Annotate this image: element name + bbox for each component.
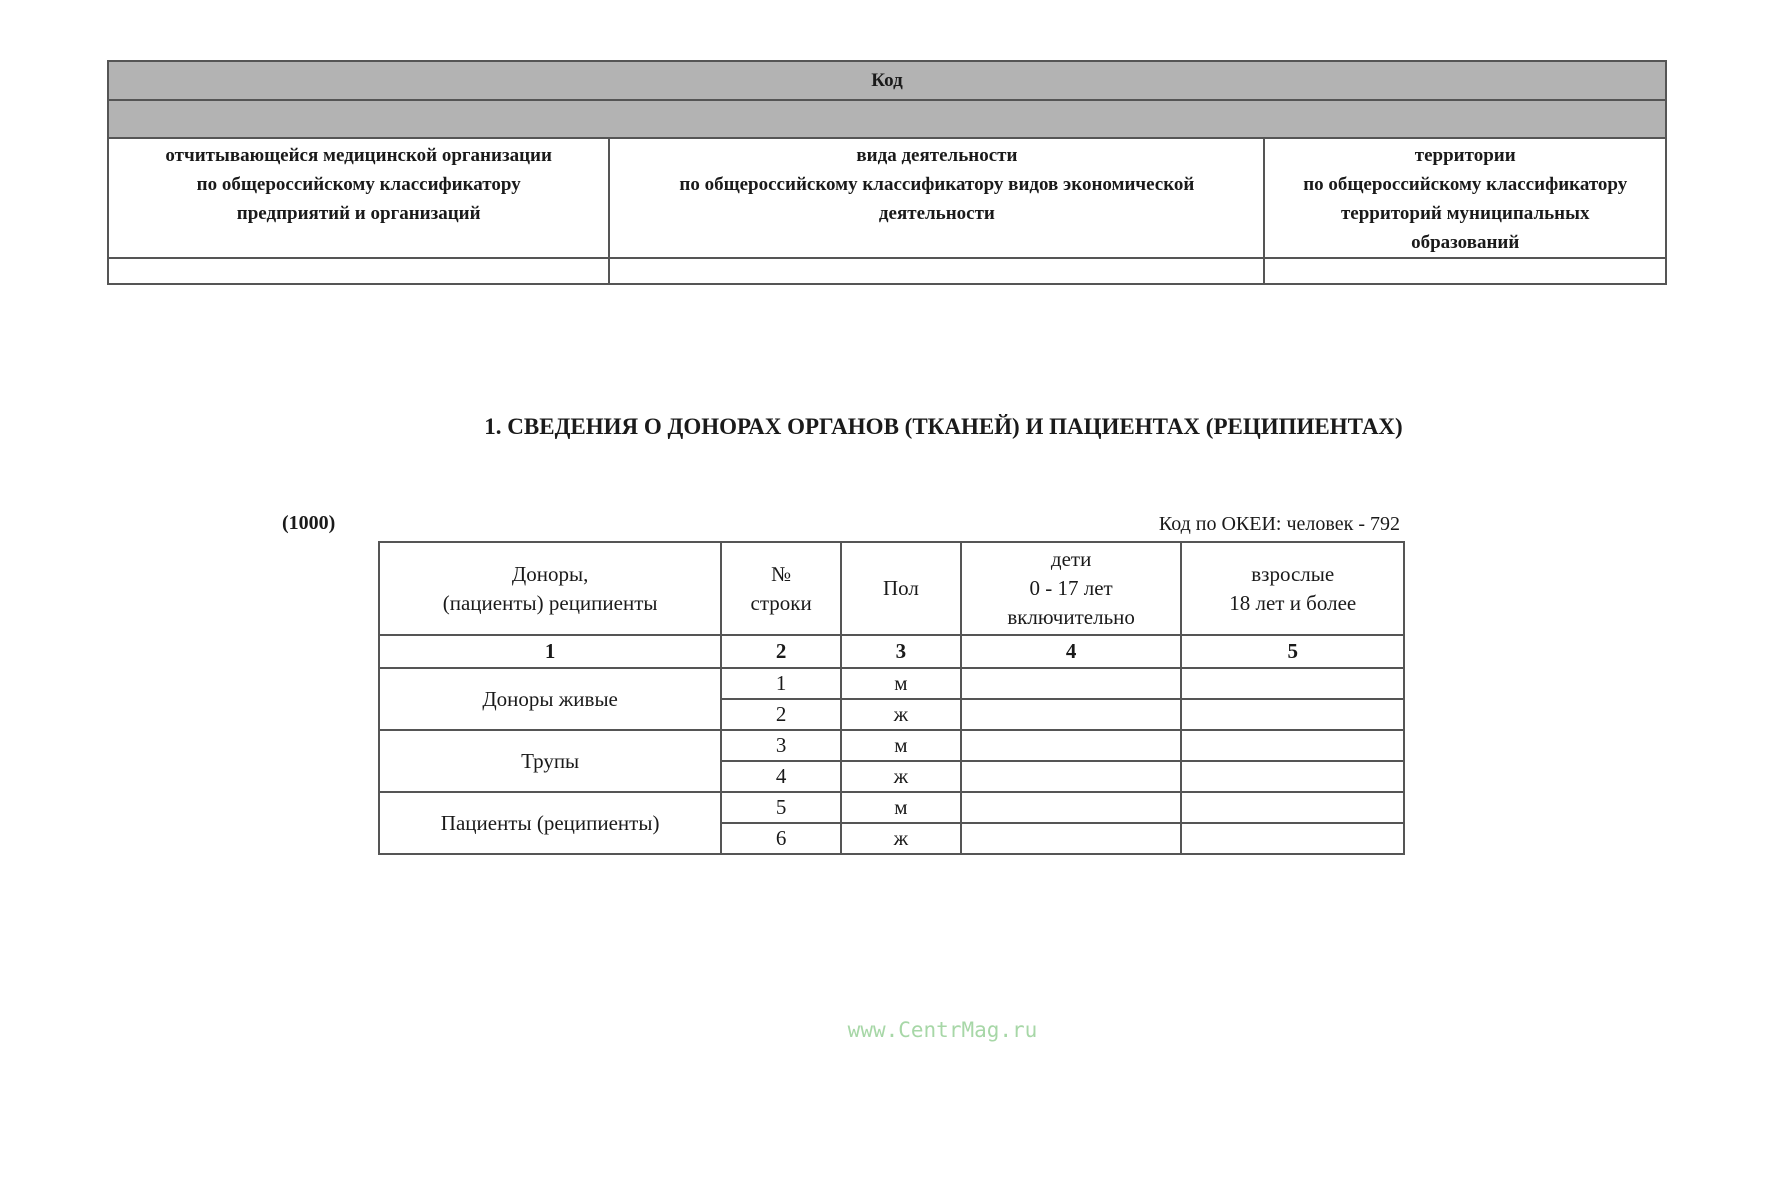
adults-cell[interactable] [1181,699,1404,730]
territory-code-cell[interactable] [1264,258,1666,284]
row-number: 1 [721,668,841,699]
code-column-territory-line: по общероссийскому классификатору [1303,174,1628,195]
header-line: 18 лет и более [1229,590,1357,615]
donors-table [378,541,1405,855]
children-cell[interactable] [961,668,1182,699]
adults-cell[interactable] [1181,668,1404,699]
row-number: 4 [721,761,841,792]
organization-code-cell[interactable] [108,258,609,284]
adults-cell[interactable] [1181,792,1404,823]
header-row-number [721,542,841,635]
code-table-grey-band [108,100,1666,138]
header-donors [379,542,721,635]
code-column-activity [609,138,1264,258]
header-children [961,542,1182,635]
header-sex [841,542,961,635]
children-cell[interactable] [961,699,1182,730]
row-number: 5 [721,792,841,823]
sex-cell: ж [841,823,961,854]
code-column-territory-line: территории [1414,145,1516,166]
column-number: 2 [721,635,841,668]
code-column-territory-line: образований [1411,232,1520,253]
header-line: взрослые [1251,561,1335,586]
sex-cell: ж [841,699,961,730]
column-number: 1 [379,635,721,668]
row-number: 6 [721,823,841,854]
children-cell[interactable] [961,823,1182,854]
code-column-organization-line: предприятий и организаций [236,203,481,224]
adults-cell[interactable] [1181,730,1404,761]
row-number: 3 [721,730,841,761]
children-cell[interactable] [961,792,1182,823]
children-cell[interactable] [961,761,1182,792]
adults-cell[interactable] [1181,761,1404,792]
group-label: Трупы [379,730,721,792]
sex-cell: м [841,730,961,761]
header-line: (пациенты) реципиенты [442,590,658,615]
code-column-organization-line: отчитывающейся медицинской организации [165,145,552,166]
header-adults [1181,542,1404,635]
code-table [107,60,1667,285]
code-column-activity-line: по общероссийскому классификатору видов экономической [679,174,1195,195]
code-column-activity-line: вида деятельности [856,145,1018,166]
children-cell[interactable] [961,730,1182,761]
table-row [379,668,1404,699]
table-row [379,792,1404,823]
sex-cell: м [841,668,961,699]
code-column-territory-line: территорий муниципальных [1340,203,1590,224]
group-label: Доноры живые [379,668,721,730]
section-title: 1. СВЕДЕНИЯ О ДОНОРАХ ОРГАНОВ (ТКАНЕЙ) И ПАЦИЕНТАХ (РЕЦИПИЕНТАХ) [484,414,1403,439]
row-number: 2 [721,699,841,730]
header-line: Пол [882,576,919,600]
column-number: 4 [961,635,1182,668]
okei-code: Код по ОКЕИ: человек - 792 [1158,513,1400,535]
header-line: включительно [1007,605,1135,629]
adults-cell[interactable] [1181,823,1404,854]
sex-cell: ж [841,761,961,792]
table-row [379,730,1404,761]
group-label: Пациенты (реципиенты) [379,792,721,854]
code-column-territory [1264,138,1666,258]
header-line: дети [1050,547,1092,571]
header-line: 0 - 17 лет [1029,576,1113,600]
table-code: (1000) [282,512,336,534]
code-column-organization-line: по общероссийскому классификатору [196,174,521,195]
code-column-organization [108,138,609,258]
activity-code-cell[interactable] [609,258,1264,284]
header-line: Доноры, [511,561,589,586]
header-line: № [771,561,792,586]
header-line: строки [750,590,812,615]
watermark: www.CentrMag.ru [847,1018,1038,1042]
code-column-activity-line: деятельности [878,203,995,224]
code-table-title: Код [108,61,1666,100]
sex-cell: м [841,792,961,823]
column-number: 3 [841,635,961,668]
column-number: 5 [1181,635,1404,668]
